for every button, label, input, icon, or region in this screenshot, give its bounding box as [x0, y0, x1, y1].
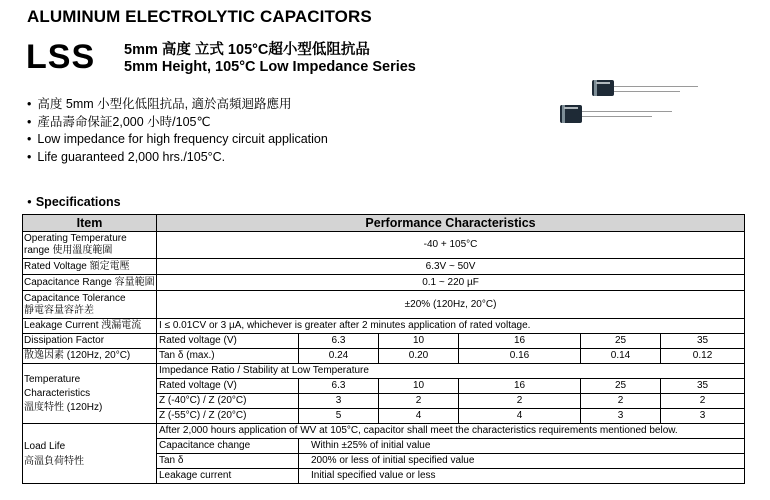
table-row: Temperature Characteristics 溫度特性 (120Hz) Impedance Ratio / Stability at Low Temperature — [23, 364, 745, 379]
capacitor-image — [560, 78, 710, 128]
table-row: Operating Temperature range 使用溫度範圍 -40 + 105°C — [23, 232, 745, 259]
table-row: Z (-40°C) / Z (20°C) 3 2 2 2 2 — [23, 394, 745, 409]
table-row: Z (-55°C) / Z (20°C) 5 4 4 3 3 — [23, 409, 745, 424]
table-row: 散逸因素 (120Hz, 20°C) Tan δ (max.) 0.24 0.20 0.16 0.14 0.12 — [23, 349, 745, 364]
table-row: Capacitance Range 容量範圍 0.1 ~ 220 µF — [23, 275, 745, 291]
table-row: Dissipation Factor Rated voltage (V) 6.3 10 16 25 35 — [23, 334, 745, 349]
table-row: Leakage current Initial specified value or less — [23, 469, 745, 484]
table-row: Leakage Current 洩漏電流 I ≤ 0.01CV or 3 µA, whichever is greater after 2 minutes application of rated voltage. — [23, 319, 745, 334]
table-row: Rated Voltage 額定電壓 6.3V ~ 50V — [23, 259, 745, 275]
column-header-performance: Performance Characteristics — [157, 215, 745, 232]
page-title: ALUMINUM ELECTROLYTIC CAPACITORS — [27, 7, 372, 26]
table-row: Rated voltage (V) 6.3 10 16 25 35 — [23, 379, 745, 394]
specifications-table — [22, 214, 745, 484]
subtitle-english: 5mm Height, 105°C Low Impedance Series — [124, 59, 416, 75]
column-header-item: Item — [23, 215, 157, 232]
feature-list — [27, 96, 328, 166]
table-row: Load Life 高溫負荷特性 After 2,000 hours application of WV at 105°C, capacitor shall meet the characteristics requirements mentioned below. — [23, 424, 745, 439]
table-row: Capacitance Tolerance 靜電容量容許差 ±20% (120Hz, 20°C) — [23, 291, 745, 319]
feature-item: • 高度 5mm 小型化低阻抗品, 適於高頻迴路應用 — [27, 96, 328, 114]
specifications-heading: ● Specifications — [27, 195, 121, 209]
feature-item: • Life guaranteed 2,000 hrs./105°C. — [27, 149, 328, 167]
feature-item: • Low impedance for high frequency circuit application — [27, 131, 328, 149]
subtitle-chinese: 5mm 高度 立式 105°C超小型低阻抗品 — [124, 42, 370, 58]
table-row: Capacitance change Within ±25% of initial value — [23, 439, 745, 454]
table-row: Tan δ 200% or less of initial specified value — [23, 454, 745, 469]
series-code: LSS — [26, 38, 96, 76]
feature-item: • 產品壽命保証2,000 小時/105℃ — [27, 114, 328, 132]
